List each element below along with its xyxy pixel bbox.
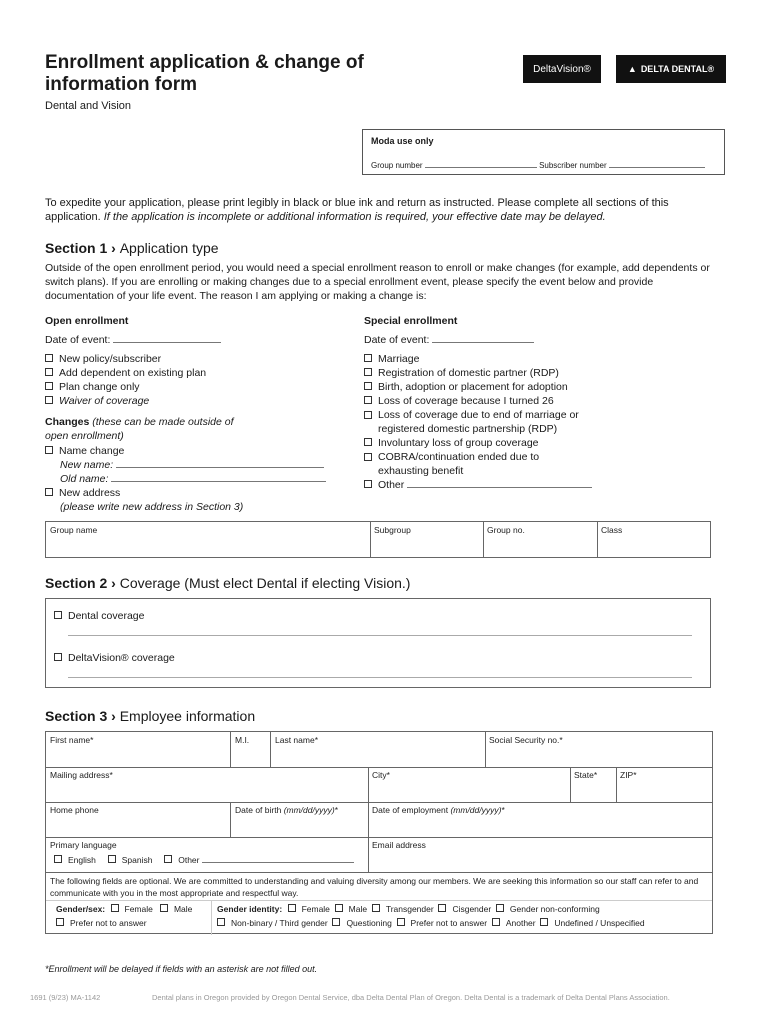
- deltadental-logo-text: DELTA DENTAL®: [640, 64, 715, 74]
- state-label: State*: [574, 770, 598, 780]
- special-date-label: Date of event:: [364, 334, 430, 346]
- delta-triangle-icon: ▲: [627, 64, 637, 74]
- checkbox[interactable]: [364, 396, 372, 404]
- name-change-item[interactable]: Name change: [45, 444, 326, 458]
- checkbox[interactable]: [364, 354, 372, 362]
- old-name-row: Old name:: [45, 472, 326, 486]
- section2-heading: [45, 575, 410, 591]
- checkbox[interactable]: [111, 904, 119, 912]
- open-date-label: Date of event:: [45, 334, 111, 346]
- intro-text: To expedite your application, please print legibly in black or blue ink and return as instructed. Please complete all sections of this application.: [45, 197, 669, 223]
- vision-coverage-option[interactable]: DeltaVision® coverage: [54, 651, 175, 665]
- section2-label: Section 2: [45, 575, 108, 591]
- ssn-label: Social Security no.*: [489, 735, 563, 745]
- class-label: Class: [601, 525, 623, 535]
- checkbox[interactable]: [54, 855, 62, 863]
- section2-title: Coverage (Must elect Dental if electing Vision.): [119, 575, 411, 591]
- form-code: 1691 (9/23) MA-1142: [30, 993, 101, 1002]
- first-name-label: First name*: [50, 735, 94, 745]
- list-item[interactable]: Loss of coverage because I turned 26: [364, 394, 614, 408]
- list-item[interactable]: COBRA/continuation ended due to exhausting benefit: [364, 450, 614, 478]
- moda-use-only-box: [362, 129, 725, 175]
- special-enrollment-list: [364, 352, 614, 492]
- group-info-table: [45, 521, 711, 558]
- open-enrollment-list: [45, 352, 206, 408]
- checkbox[interactable]: [332, 918, 340, 926]
- checkbox[interactable]: [540, 918, 548, 926]
- other-language-field[interactable]: [202, 855, 354, 863]
- page-subtitle: Dental and Vision: [45, 100, 132, 112]
- section1-heading: [45, 240, 219, 256]
- subscriber-number-label: Subscriber number: [539, 161, 607, 170]
- legal-footer: Dental plans in Oregon provided by Oregon Dental Service, dba Delta Dental Plan of Oregon. Delta Dental is a trademark of Delta Dental Plans Association.: [152, 993, 670, 1002]
- employee-info-table: [45, 731, 713, 934]
- chevron-right-icon: ›: [111, 575, 116, 591]
- checkbox[interactable]: [45, 354, 53, 362]
- open-enrollment-title: Open enrollment: [45, 315, 129, 327]
- section3-heading: [45, 708, 255, 724]
- checkbox[interactable]: [438, 904, 446, 912]
- checkbox[interactable]: [45, 396, 53, 404]
- checkbox[interactable]: [364, 382, 372, 390]
- zip-label: ZIP*: [620, 770, 637, 780]
- chevron-right-icon: ›: [111, 240, 116, 256]
- checkbox[interactable]: [397, 918, 405, 926]
- mi-label: M.I.: [235, 735, 250, 745]
- new-name-row: New name:: [45, 458, 326, 472]
- changes-title: Changes: [45, 416, 90, 428]
- list-item[interactable]: Other: [364, 478, 614, 492]
- mailing-address-label: Mailing address*: [50, 770, 113, 780]
- section1-title: Application type: [119, 240, 219, 256]
- gender-identity-row2: Non-binary / Third gender Questioning Prefer not to answer Another Undefined / Unspecified: [217, 918, 645, 928]
- checkbox[interactable]: [217, 918, 225, 926]
- group-name-label: Group name: [50, 525, 98, 535]
- home-phone-label: Home phone: [50, 805, 99, 815]
- intro-italic-text: If the application is incomplete or additional information is required, your effective date may be delayed.: [103, 211, 606, 223]
- primary-language-label: Primary language: [50, 840, 117, 850]
- checkbox[interactable]: [372, 904, 380, 912]
- city-label: City*: [372, 770, 390, 780]
- dob-label: Date of birth (mm/dd/yyyy)*: [235, 805, 338, 815]
- checkbox[interactable]: [56, 918, 64, 926]
- checkbox[interactable]: [364, 438, 372, 446]
- moda-box-title: Moda use only: [371, 136, 434, 146]
- special-date-row: [364, 333, 534, 347]
- list-item[interactable]: New policy/subscriber: [45, 352, 206, 366]
- list-item[interactable]: Waiver of coverage: [45, 394, 206, 408]
- section1-label: Section 1: [45, 240, 108, 256]
- changes-note: (these can be made outside of open enrollment): [45, 416, 234, 442]
- open-date-field[interactable]: [113, 333, 221, 343]
- gender-sex-row2: Prefer not to answer: [56, 918, 147, 928]
- group-number-field[interactable]: [425, 158, 537, 168]
- checkbox[interactable]: [288, 904, 296, 912]
- special-enrollment-title: Special enrollment: [364, 315, 458, 327]
- group-no-label: Group no.: [487, 525, 525, 535]
- list-item[interactable]: Involuntary loss of group coverage: [364, 436, 614, 450]
- changes-list: [45, 444, 326, 514]
- checkbox[interactable]: [45, 446, 53, 454]
- checkbox[interactable]: [364, 368, 372, 376]
- coverage-box: [45, 598, 711, 688]
- new-address-note: (please write new address in Section 3): [60, 501, 244, 513]
- list-item[interactable]: Registration of domestic partner (RDP): [364, 366, 614, 380]
- section3-label: Section 3: [45, 708, 108, 724]
- new-name-field[interactable]: [116, 458, 324, 468]
- last-name-label: Last name*: [275, 735, 318, 745]
- language-options: English Spanish Other: [54, 855, 354, 865]
- checkbox[interactable]: [496, 904, 504, 912]
- checkbox[interactable]: [364, 411, 372, 419]
- list-item[interactable]: Add dependent on existing plan: [45, 366, 206, 380]
- checkbox[interactable]: [364, 453, 372, 461]
- deltadental-logo: [616, 55, 726, 83]
- section1-description: Outside of the open enrollment period, you would need a special enrollment reason to enroll or make changes (for example, add dependents or switch plans). If you are enrolling or making changes due to a special enrollment event, please specify the event below and provide documentation of your life event. The reason I am applying or making a change is:: [45, 262, 710, 302]
- page-title: Enrollment application & change of information form: [45, 52, 364, 95]
- gender-identity-row1: Gender identity: Female Male Transgender Cisgender Gender non-conforming: [217, 904, 600, 914]
- subscriber-number-field[interactable]: [609, 158, 705, 168]
- checkbox[interactable]: [54, 611, 62, 619]
- checkbox[interactable]: [45, 488, 53, 496]
- old-name-field[interactable]: [111, 472, 326, 482]
- email-label: Email address: [372, 840, 426, 850]
- open-date-row: [45, 333, 221, 347]
- checkbox[interactable]: [45, 382, 53, 390]
- intro-paragraph: [45, 196, 720, 224]
- asterisk-footnote: *Enrollment will be delayed if fields with an asterisk are not filled out.: [45, 964, 318, 974]
- checkbox[interactable]: [492, 918, 500, 926]
- list-item[interactable]: Plan change only: [45, 380, 206, 394]
- doe-label: Date of employment (mm/dd/yyyy)*: [372, 805, 505, 815]
- checkbox[interactable]: [108, 855, 116, 863]
- list-item[interactable]: Loss of coverage due to end of marriage or registered domestic partnership (RDP): [364, 408, 614, 436]
- dental-coverage-option[interactable]: Dental coverage: [54, 609, 144, 623]
- group-number-label: Group number: [371, 161, 423, 170]
- checkbox[interactable]: [164, 855, 172, 863]
- new-address-item[interactable]: New address: [45, 486, 326, 500]
- section3-title: Employee information: [119, 708, 256, 724]
- list-item[interactable]: Marriage: [364, 352, 614, 366]
- checkbox[interactable]: [335, 904, 343, 912]
- checkbox[interactable]: [160, 904, 168, 912]
- subgroup-label: Subgroup: [374, 525, 411, 535]
- list-item[interactable]: Birth, adoption or placement for adoption: [364, 380, 614, 394]
- gender-sex-row1: Gender/sex: Female Male: [56, 904, 193, 914]
- changes-heading: [45, 415, 245, 443]
- optional-note: The following fields are optional. We are committed to understanding and valuing diversity among our members. We are seeking this information so our staff can refer to and communicate with you in the most appropriate and respectful way.: [50, 876, 699, 898]
- other-reason-field[interactable]: [407, 478, 592, 488]
- deltavision-logo: DeltaVision®: [523, 55, 601, 83]
- chevron-right-icon: ›: [111, 708, 116, 724]
- checkbox[interactable]: [364, 480, 372, 488]
- special-date-field[interactable]: [432, 333, 534, 343]
- checkbox[interactable]: [45, 368, 53, 376]
- checkbox[interactable]: [54, 653, 62, 661]
